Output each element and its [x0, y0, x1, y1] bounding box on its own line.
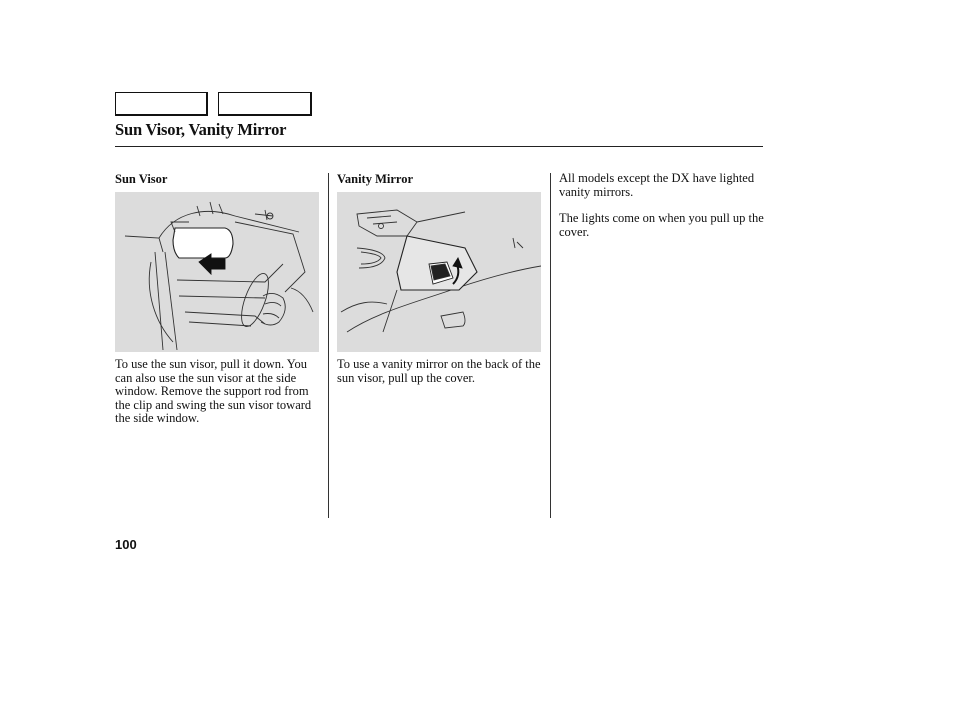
title-divider	[115, 146, 763, 147]
column-divider-2	[550, 173, 551, 518]
column-divider-1	[328, 173, 329, 518]
page-number: 100	[115, 537, 137, 552]
lighted-mirror-note: All models except the DX have lighted vanity mirrors.	[559, 171, 755, 199]
nav-button-1[interactable]	[115, 92, 208, 116]
vanity-mirror-heading: Vanity Mirror	[337, 172, 414, 186]
nav-button-2[interactable]	[218, 92, 312, 116]
vanity-mirror-illustration	[337, 192, 541, 352]
lights-note: The lights come on when you pull up the cover.	[559, 211, 764, 239]
vanity-mirror-text: To use a vanity mirror on the back of the sun visor, pull up the cover.	[337, 357, 541, 385]
sun-visor-text: To use the sun visor, pull it down. You can also use the sun visor at the side window. Remove the support rod from the clip and swing the sun visor toward the side window.	[115, 357, 312, 425]
page-title: Sun Visor, Vanity Mirror	[115, 120, 287, 139]
sun-visor-illustration	[115, 192, 319, 352]
sun-visor-heading: Sun Visor	[115, 172, 168, 186]
